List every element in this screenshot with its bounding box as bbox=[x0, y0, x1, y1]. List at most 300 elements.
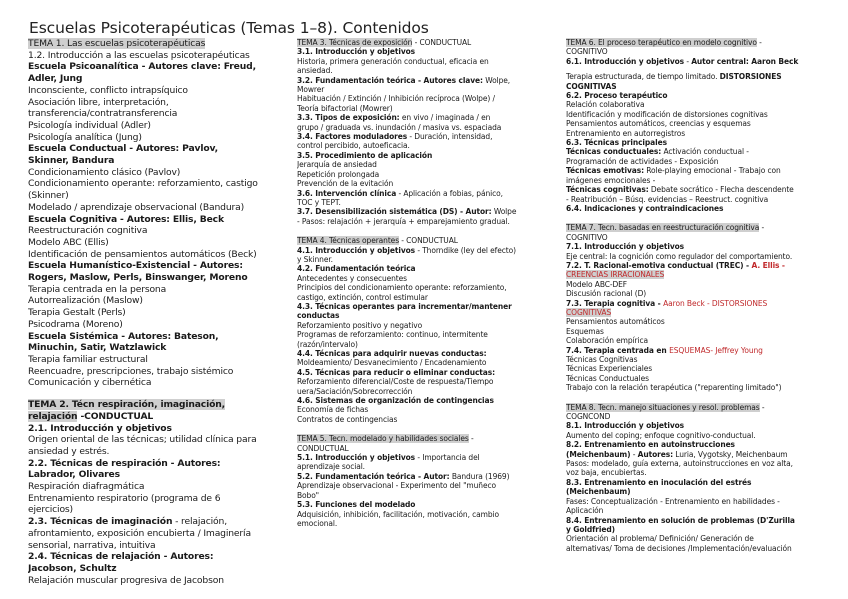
text-run: Economía de fichas bbox=[297, 405, 369, 415]
text-run: Bandura (1969) bbox=[449, 471, 510, 481]
text-run: Escuela Conductual - Autores: Pavlov, bbox=[28, 143, 218, 155]
text-run: Inconsciente, conflicto intrapsíquico bbox=[28, 84, 188, 96]
text-line bbox=[297, 453, 555, 462]
text-line bbox=[28, 237, 285, 249]
text-line bbox=[297, 236, 555, 245]
text-line bbox=[566, 497, 846, 506]
page-title: Escuelas Psicoterapéuticas (Temas 1–8). Contenidos bbox=[29, 19, 429, 37]
text-line bbox=[566, 57, 846, 66]
text-line bbox=[566, 91, 846, 100]
text-run: 2.2. Técnicas de respiración - Autores: bbox=[28, 457, 221, 469]
text-run: Skinner, Bandura bbox=[28, 155, 115, 167]
text-line bbox=[297, 160, 555, 169]
text-run: (Skinner) bbox=[28, 190, 69, 202]
text-line bbox=[297, 189, 555, 198]
text-run: Técnicas conductuales: bbox=[566, 147, 662, 157]
text-line bbox=[566, 242, 846, 251]
text-line bbox=[566, 299, 846, 308]
text-run: 8.3. Entrenamiento en inoculación del estrés bbox=[566, 477, 752, 487]
text-run: CREENCIAS IRRACIONALES bbox=[566, 270, 665, 280]
text-run: - CONDUCTUAL bbox=[412, 38, 472, 47]
text-line bbox=[297, 340, 555, 349]
text-line bbox=[297, 368, 555, 377]
text-run: Debate socrático - Flecha descendente bbox=[648, 185, 794, 195]
text-line bbox=[566, 289, 846, 298]
text-line bbox=[566, 383, 846, 392]
text-line bbox=[297, 311, 555, 320]
text-run: 4.2. Fundamentación teórica bbox=[297, 264, 416, 274]
text-line bbox=[297, 377, 555, 386]
text-run: TEMA 1. Las escuelas psicoterapéuticas bbox=[28, 38, 206, 49]
text-line bbox=[28, 481, 285, 493]
text-run: Reencuadre, prescripciones, trabajo sistémico bbox=[28, 365, 234, 377]
text-run: 3.7. Desensibilización sistemática (DS) - Autor: bbox=[297, 207, 492, 217]
text-run: 3.4. Factores moduladores bbox=[297, 132, 408, 142]
text-line bbox=[297, 302, 555, 311]
text-run: Colaboración empírica bbox=[566, 336, 649, 346]
text-line bbox=[297, 415, 555, 424]
text-line bbox=[566, 72, 846, 81]
text-line bbox=[566, 440, 846, 449]
text-run: - Reatribución – Búsq. evidencias – Reestruct. cognitiva bbox=[566, 194, 769, 204]
text-run: Trabajo con la relación terapéutica ("reparenting limitado") bbox=[566, 383, 782, 393]
text-line bbox=[297, 207, 555, 216]
text-run: 6.3. Técnicas principales bbox=[566, 138, 667, 148]
text-run: alternativas/ Toma de decisiones /Implementación/evaluación bbox=[566, 543, 792, 553]
text-line bbox=[566, 223, 846, 232]
text-line bbox=[28, 260, 285, 272]
text-run: - Thorndike (ley del efecto) bbox=[415, 245, 516, 255]
text-run: - relajación, bbox=[172, 516, 227, 528]
text-line bbox=[28, 540, 285, 552]
text-run: 8.1. Introducción y objetivos bbox=[566, 421, 685, 431]
text-line bbox=[28, 85, 285, 97]
text-run: Pensamientos automáticos, creencias y esquemas bbox=[566, 119, 751, 129]
text-run: Relación colaborativa bbox=[566, 100, 645, 110]
text-line bbox=[28, 399, 285, 411]
text-run: - Aplicación a fobias, pánico, bbox=[396, 188, 503, 198]
spacer bbox=[297, 424, 555, 434]
text-run: Técnicas Conductuales bbox=[566, 373, 649, 383]
text-run: Psicodrama (Moreno) bbox=[28, 318, 123, 330]
text-line bbox=[566, 308, 846, 317]
text-line bbox=[28, 469, 285, 481]
text-run: imágenes emocionales - bbox=[566, 175, 656, 185]
text-run: Técnicas Cognitivas bbox=[566, 355, 638, 364]
text-run: 6.1. Introducción y objetivos bbox=[566, 56, 685, 66]
text-line bbox=[566, 82, 846, 91]
text-run: Modelado / aprendizaje observacional (Bandura) bbox=[28, 201, 245, 213]
text-run: en vivo / imaginada / en bbox=[399, 113, 491, 123]
text-run: Reforzamiento positivo y negativo bbox=[297, 320, 423, 330]
text-run: 3.5. Procedimiento de aplicación bbox=[297, 150, 433, 160]
text-line bbox=[297, 293, 555, 302]
text-run: - bbox=[759, 402, 765, 412]
text-run: 7.1. Introducción y objetivos bbox=[566, 242, 685, 252]
text-run: Identificación y modificación de distorsiones cognitivas bbox=[566, 109, 768, 119]
text-line bbox=[566, 317, 846, 326]
text-line bbox=[28, 354, 285, 366]
text-line bbox=[28, 225, 285, 237]
text-line bbox=[566, 403, 846, 412]
text-run: Pasos: modelado, guía externa, autoinstrucciones en voz alta, bbox=[566, 459, 793, 469]
text-run: Adler, Jung bbox=[28, 73, 83, 85]
text-run: - Importancia del bbox=[415, 453, 480, 463]
text-line bbox=[28, 493, 285, 505]
text-run: Autor central: Aaron Beck bbox=[691, 56, 799, 66]
text-run: TEMA 2. Técn respiración, imaginación, bbox=[28, 399, 225, 411]
column-2 bbox=[297, 38, 555, 528]
text-run: Historia, primera generación conductual, eficacia en bbox=[297, 56, 489, 66]
text-run: Fases: Conceptualización - Entrenamiento en habilidades - bbox=[566, 496, 780, 506]
text-line bbox=[566, 544, 846, 553]
text-line bbox=[297, 349, 555, 358]
text-run: Jerarquía de ansiedad bbox=[297, 160, 377, 170]
text-line bbox=[566, 166, 846, 175]
text-line bbox=[28, 97, 285, 109]
text-line bbox=[28, 551, 285, 563]
text-line bbox=[566, 185, 846, 194]
text-run: 5.3. Funciones del modelado bbox=[297, 500, 416, 510]
text-line bbox=[297, 57, 555, 66]
text-line bbox=[297, 255, 555, 264]
text-line bbox=[28, 307, 285, 319]
text-run: Aaron Beck - DISTORSIONES bbox=[663, 298, 768, 308]
text-run: transferencia/contratransferencia bbox=[28, 108, 178, 120]
text-run: Terapia familiar estructural bbox=[28, 353, 148, 365]
text-line bbox=[566, 468, 846, 477]
text-run: DISTORSIONES bbox=[719, 72, 782, 82]
text-line bbox=[566, 346, 846, 355]
text-run: Rogers, Maslow, Perls, Binswanger, Moreno bbox=[28, 272, 248, 284]
text-run: Principios del condicionamiento operante: reforzamiento, bbox=[297, 283, 507, 293]
text-run: (razón/intervalo) bbox=[297, 339, 358, 349]
text-run: Jacobson, Schultz bbox=[28, 562, 117, 574]
text-line bbox=[28, 214, 285, 226]
text-line bbox=[28, 120, 285, 132]
text-run: ejercicios) bbox=[28, 504, 73, 516]
text-run: Programación de actividades - Exposición bbox=[566, 156, 719, 166]
text-run: 2.4. Técnicas de relajación - Autores: bbox=[28, 551, 214, 563]
text-run: emocional. bbox=[297, 518, 338, 528]
text-run: 3.2. Fundamentación teórica - Autores clave: bbox=[297, 75, 483, 85]
text-run: Modelo ABC (Ellis) bbox=[28, 236, 109, 248]
text-run: Técnicas Experienciales bbox=[566, 364, 653, 374]
text-run: -CONDUCTUAL bbox=[77, 410, 154, 422]
text-line bbox=[566, 129, 846, 138]
text-line bbox=[28, 202, 285, 214]
text-line bbox=[297, 47, 555, 56]
text-run: Terapia Gestalt (Perls) bbox=[28, 307, 126, 319]
text-run: TEMA 7. Tecn. basadas en reestructuración cognitiva bbox=[566, 223, 760, 233]
text-line bbox=[297, 321, 555, 330]
text-run: Moldeamiento/ Desvanecimiento / Encadenamiento bbox=[297, 358, 487, 368]
text-line bbox=[566, 364, 846, 373]
text-run: Mowrer bbox=[297, 85, 325, 95]
text-run: Antecedentes y consecuentes bbox=[297, 273, 407, 283]
text-line bbox=[297, 510, 555, 519]
text-line bbox=[28, 167, 285, 179]
text-run: COGNCOND bbox=[566, 412, 611, 422]
text-run: Origen oriental de las técnicas; utilidad clínica para bbox=[28, 434, 257, 446]
text-line bbox=[297, 38, 555, 47]
text-run: Condicionamiento operante: reforzamiento, castigo bbox=[28, 178, 258, 190]
text-run: COGNITIVAS bbox=[566, 81, 617, 91]
text-line bbox=[297, 491, 555, 500]
text-run: Psicología analítica (Jung) bbox=[28, 131, 142, 143]
text-run: Aplicación bbox=[566, 506, 604, 516]
text-run: Autores: bbox=[637, 449, 674, 459]
text-line bbox=[566, 459, 846, 468]
text-run: Luria, Vygotsky, Meichenbaum bbox=[673, 449, 788, 459]
text-line bbox=[566, 147, 846, 156]
text-line bbox=[566, 252, 846, 261]
text-line bbox=[28, 528, 285, 540]
text-line bbox=[297, 198, 555, 207]
text-run: Reforzamiento diferencial/Coste de respuesta/Tiempo bbox=[297, 377, 494, 387]
text-run: 4.6. Sistemas de organización de contingencias bbox=[297, 396, 494, 406]
text-run: grupo / graduada vs. inundación / masiva vs. espaciada bbox=[297, 122, 502, 132]
text-run: Escuela Psicoanalítica - Autores clave: Freud, bbox=[28, 61, 256, 73]
text-run: Relajación muscular progresiva de Jacobson bbox=[28, 574, 224, 586]
text-line bbox=[297, 387, 555, 396]
text-run: (Meichenbaum) bbox=[566, 487, 631, 497]
text-run: 4.3. Técnicas operantes para incrementar/mantener bbox=[297, 301, 512, 311]
text-line bbox=[297, 481, 555, 490]
text-line bbox=[297, 358, 555, 367]
text-run: 7.3. Terapia cognitiva - bbox=[566, 298, 664, 308]
text-line bbox=[28, 155, 285, 167]
text-run: y Skinner. bbox=[297, 254, 333, 264]
text-run: A. Ellis - bbox=[751, 260, 785, 270]
text-line bbox=[297, 283, 555, 292]
text-run: Asociación libre, interpretación, bbox=[28, 96, 169, 108]
text-line bbox=[297, 132, 555, 141]
text-run: 4.4. Técnicas para adquirir nuevas conductas: bbox=[297, 349, 487, 358]
text-line bbox=[566, 47, 846, 56]
text-run: castigo, extinción, control estimular bbox=[297, 292, 428, 302]
text-line bbox=[28, 411, 285, 423]
text-run: Eje central: la cognición como regulador del comportamiento. bbox=[566, 251, 793, 261]
text-line bbox=[297, 76, 555, 85]
text-run: Condicionamiento clásico (Pavlov) bbox=[28, 166, 181, 178]
text-run: CONDUCTUAL bbox=[297, 443, 349, 453]
text-line bbox=[566, 233, 846, 242]
text-run: Discusión racional (D) bbox=[566, 289, 647, 299]
text-line bbox=[297, 104, 555, 113]
text-line bbox=[28, 366, 285, 378]
text-line bbox=[297, 94, 555, 103]
text-line bbox=[297, 264, 555, 273]
text-line bbox=[297, 151, 555, 160]
text-line bbox=[28, 61, 285, 73]
text-line bbox=[28, 342, 285, 354]
text-run: Terapia centrada en la persona bbox=[28, 283, 167, 295]
text-line bbox=[28, 284, 285, 296]
text-run: 7.4. Terapia centrada en bbox=[566, 345, 670, 355]
text-run: 2.1. Introducción y objetivos bbox=[28, 422, 172, 434]
text-run: TEMA 6. El proceso terapéutico en modelo cognitivo bbox=[566, 38, 757, 47]
text-run: COGNITIVO bbox=[566, 47, 608, 57]
text-line bbox=[566, 138, 846, 147]
text-line bbox=[566, 195, 846, 204]
text-line bbox=[297, 405, 555, 414]
text-run: voz baja, encubiertas. bbox=[566, 468, 647, 478]
text-run: - Pasos: relajación + jerarquía + emparejamiento gradual. bbox=[297, 216, 510, 226]
text-run: 6.2. Proceso terapéutico bbox=[566, 91, 668, 101]
text-run: 7.2. T. Racional-emotiva conductual (TREC) - bbox=[566, 260, 752, 270]
text-run: ESQUEMAS- Jeffrey Young bbox=[669, 345, 763, 355]
spacer bbox=[566, 213, 846, 223]
text-line bbox=[566, 534, 846, 543]
text-line bbox=[28, 575, 285, 587]
text-line bbox=[297, 330, 555, 339]
text-run: ansiedad y estrés. bbox=[28, 445, 110, 457]
text-run: aprendizaje social. bbox=[297, 462, 365, 472]
text-line bbox=[297, 113, 555, 122]
text-run: COGNITIVO bbox=[566, 232, 608, 242]
text-run: Modelo ABC-DEF bbox=[566, 279, 628, 289]
text-line bbox=[566, 157, 846, 166]
spacer bbox=[28, 389, 285, 399]
text-run: conductas bbox=[297, 311, 340, 321]
text-line bbox=[28, 563, 285, 575]
text-line bbox=[566, 450, 846, 459]
text-line bbox=[566, 327, 846, 336]
text-line bbox=[28, 50, 285, 62]
text-run: Entrenamiento en autorregistros bbox=[566, 128, 686, 138]
text-line bbox=[566, 204, 846, 213]
text-run: Contratos de contingencias bbox=[297, 414, 398, 424]
text-run: Escuela Humanístico-Existencial - Autores: bbox=[28, 260, 243, 272]
text-line bbox=[28, 319, 285, 331]
text-line bbox=[566, 38, 846, 47]
text-line bbox=[566, 487, 846, 496]
text-run: Terapia estructurada, de tiempo limitado. bbox=[566, 72, 720, 82]
spacer bbox=[566, 393, 846, 403]
text-line bbox=[297, 179, 555, 188]
text-run: 6.4. Indicaciones y contraindicaciones bbox=[566, 203, 724, 213]
text-line bbox=[297, 472, 555, 481]
text-line bbox=[566, 110, 846, 119]
text-line bbox=[566, 525, 846, 534]
text-line bbox=[297, 85, 555, 94]
text-line bbox=[297, 123, 555, 132]
text-run: Técnicas emotivas: bbox=[566, 166, 644, 176]
text-line bbox=[566, 355, 846, 364]
text-run: 3.1. Introducción y objetivos bbox=[297, 47, 416, 57]
text-run: 4.1. Introducción y objetivos bbox=[297, 245, 416, 255]
text-line bbox=[28, 190, 285, 202]
text-run: - Duración, intensidad, bbox=[407, 132, 493, 142]
text-line bbox=[28, 458, 285, 470]
text-run: Aumento del coping; enfoque cognitivo-conductual. bbox=[566, 430, 756, 440]
text-line bbox=[297, 500, 555, 509]
text-run: COGNITIVAS bbox=[566, 307, 612, 317]
text-run: 4.5. Técnicas para reducir o eliminar conductas: bbox=[297, 367, 496, 377]
text-line bbox=[566, 261, 846, 270]
text-run: 8.4. Entrenamiento en solución de problemas (D'Zurilla bbox=[566, 515, 795, 525]
text-line bbox=[28, 331, 285, 343]
text-run: 5.2. Fundamentación teórica - Autor: bbox=[297, 471, 450, 481]
text-line bbox=[297, 274, 555, 283]
text-line bbox=[566, 516, 846, 525]
text-line bbox=[28, 516, 285, 528]
text-line bbox=[566, 431, 846, 440]
text-line bbox=[566, 336, 846, 345]
text-run: Reestructuración cognitiva bbox=[28, 225, 148, 237]
text-run: Entrenamiento respiratorio (programa de 6 bbox=[28, 492, 221, 504]
text-run: Teoría bifactorial (Mowrer) bbox=[297, 103, 393, 113]
text-run: Respiración diafragmática bbox=[28, 481, 145, 493]
text-run: Identificación de pensamientos automáticos (Beck) bbox=[28, 248, 257, 260]
text-line bbox=[28, 446, 285, 458]
text-run: Role-playing emocional - Trabajo con bbox=[643, 166, 781, 176]
text-run: - bbox=[468, 434, 474, 444]
text-line bbox=[566, 280, 846, 289]
spacer bbox=[297, 226, 555, 236]
text-run: Técnicas cognitivas: bbox=[566, 185, 649, 195]
text-run: Habituación / Extinción / Inhibición recíproca (Wolpe) / bbox=[297, 94, 495, 104]
text-line bbox=[566, 100, 846, 109]
text-line bbox=[566, 270, 846, 279]
text-line bbox=[566, 478, 846, 487]
text-line bbox=[566, 176, 846, 185]
text-run: Psicología individual (Adler) bbox=[28, 119, 151, 131]
text-line bbox=[297, 141, 555, 150]
text-run: Programas de reforzamiento: continuo, intermitente bbox=[297, 330, 488, 340]
text-run: 2.3. Técnicas de imaginación bbox=[28, 516, 173, 528]
text-run: 1.2. Introducción a las escuelas psicoterapéuticas bbox=[28, 49, 250, 61]
text-line bbox=[28, 504, 285, 516]
text-run: 3.3. Tipos de exposición: bbox=[297, 113, 400, 123]
text-run: Pensamientos automáticos bbox=[566, 317, 665, 327]
text-line bbox=[566, 374, 846, 383]
text-line bbox=[28, 73, 285, 85]
text-line bbox=[297, 462, 555, 471]
text-run: (Meichenbaum) bbox=[566, 449, 631, 459]
text-run: Repetición prolongada bbox=[297, 169, 380, 179]
column-3 bbox=[566, 38, 846, 553]
text-run: Minuchin, Satir, Watzlawick bbox=[28, 342, 167, 354]
text-run: Wolpe, bbox=[482, 75, 511, 85]
text-run: Esquemas bbox=[566, 326, 604, 336]
text-run: Wolpe bbox=[491, 207, 517, 217]
text-run: TEMA 5. Tecn. modelado y habilidades sociales bbox=[297, 434, 469, 444]
text-line bbox=[297, 396, 555, 405]
text-run: Labrador, Olivares bbox=[28, 469, 120, 481]
text-line bbox=[28, 108, 285, 120]
text-run: 5.1. Introducción y objetivos bbox=[297, 453, 416, 463]
text-line bbox=[566, 119, 846, 128]
text-run: Activación conductual - bbox=[661, 147, 749, 157]
text-run: uera/Saciación/Sobrecorrección bbox=[297, 386, 413, 396]
text-line bbox=[297, 519, 555, 528]
text-line bbox=[28, 178, 285, 190]
column-1 bbox=[28, 38, 285, 586]
text-line bbox=[28, 132, 285, 144]
text-line bbox=[28, 249, 285, 261]
text-line bbox=[28, 377, 285, 389]
text-run: Escuela Cognitiva - Autores: Ellis, Beck bbox=[28, 213, 224, 225]
text-line bbox=[297, 170, 555, 179]
text-run: Aprendizaje observacional - Experimento del "muñeco bbox=[297, 481, 496, 491]
text-line bbox=[28, 272, 285, 284]
text-run: TEMA 8. Tecn. manejo situaciones y resol. problemas bbox=[566, 402, 760, 412]
text-run: TOC y TEPT. bbox=[297, 197, 341, 207]
text-run: - CONDUCTUAL bbox=[399, 236, 458, 246]
text-run: Comunicación y cibernética bbox=[28, 377, 152, 389]
